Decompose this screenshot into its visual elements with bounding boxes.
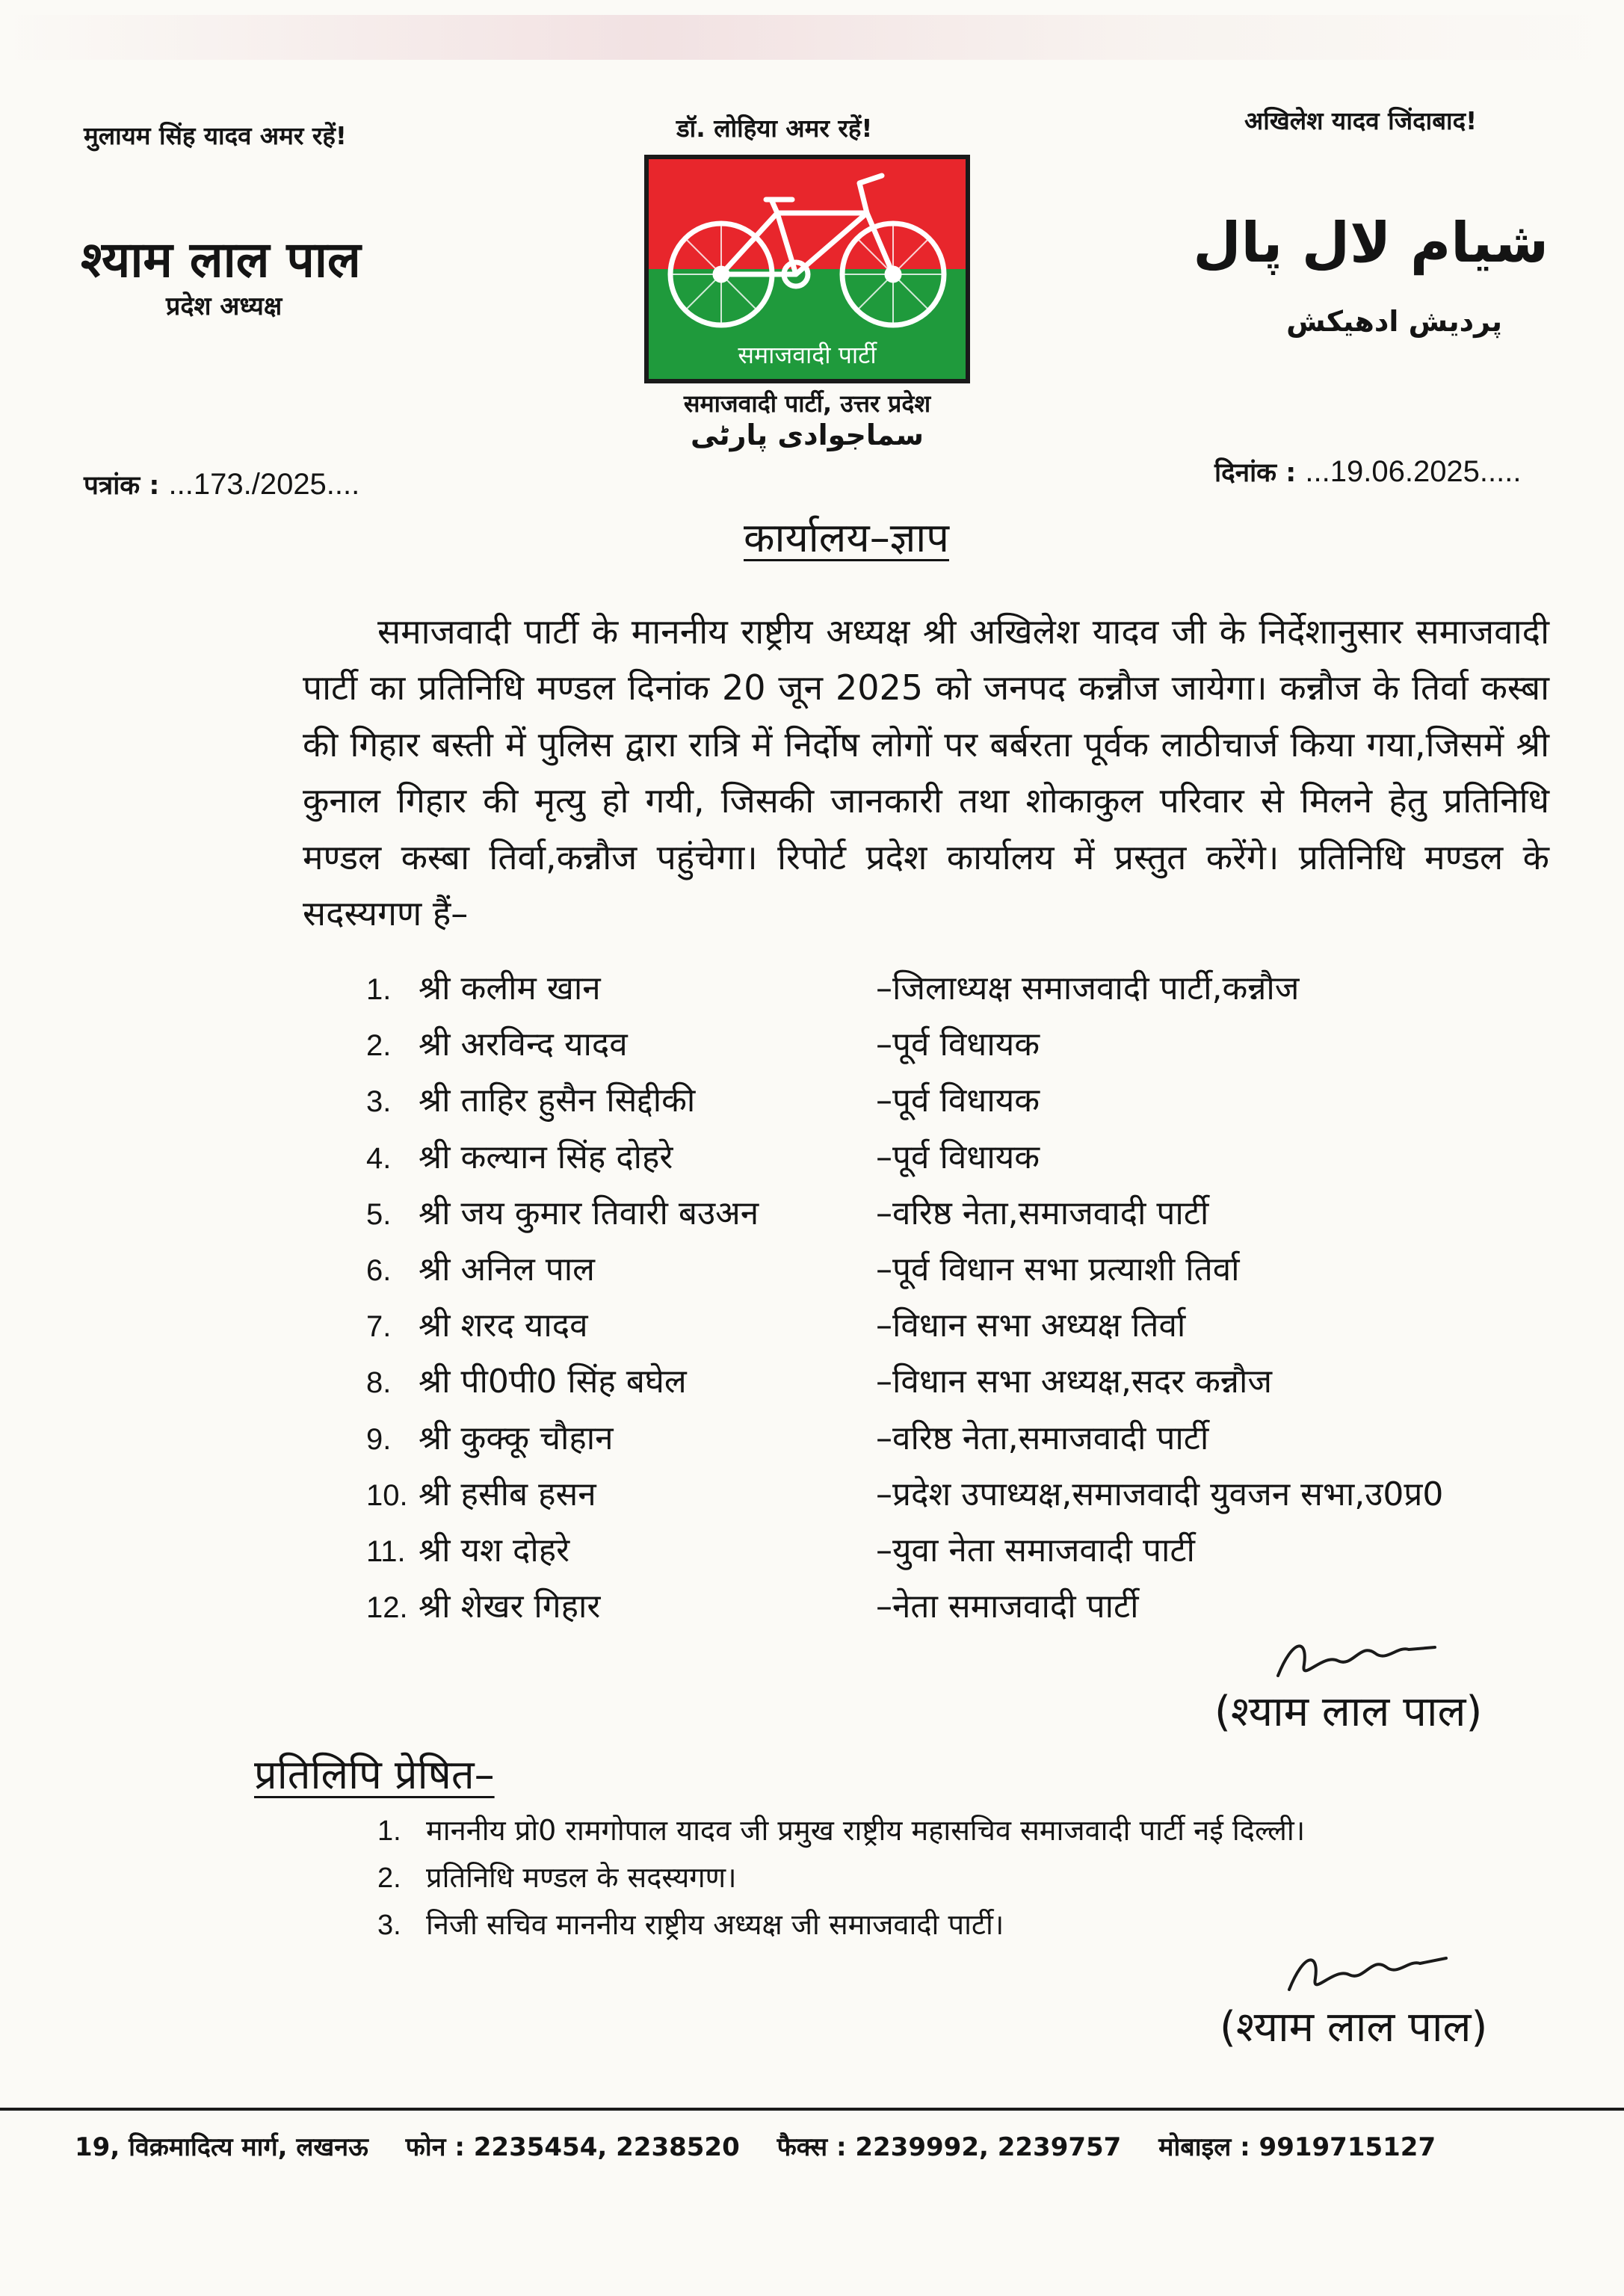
member-number: 5.	[366, 1197, 392, 1231]
member-row	[366, 1526, 1195, 1571]
cc-number: 2.	[377, 1863, 401, 1894]
member-role: –पूर्व विधायक	[876, 1025, 1040, 1064]
member-role: –प्रदेश उपाध्यक्ष,समाजवादी युवजन सभा,उ0प्र0	[876, 1475, 1444, 1513]
member-name: श्री यश दोहरे	[419, 1531, 570, 1570]
member-name: श्री हसीब हसन	[419, 1475, 596, 1513]
member-row	[366, 1245, 1240, 1290]
signature-name: (श्याम लाल पाल)	[1214, 1688, 1483, 1736]
member-role: –विधान सभा अध्यक्ष तिर्वा	[876, 1306, 1186, 1345]
cc-text: प्रतिनिधि मण्डल के सदस्यगण।	[426, 1861, 737, 1894]
party-logo	[643, 153, 972, 385]
dinank-value: ...19.06.2025.....	[1305, 455, 1522, 488]
post-urdu: پردیش ادھیکش	[1286, 305, 1502, 338]
member-number: 9.	[366, 1422, 392, 1456]
member-row	[366, 1357, 1273, 1402]
cc-heading: प्रतिलिपि प्रेषित–	[254, 1751, 495, 1798]
dinank-label: दिनांक :	[1214, 458, 1297, 488]
member-row	[366, 1470, 1444, 1515]
member-name: श्री शरद यादव	[419, 1306, 588, 1345]
member-name: श्री जय कुमार तिवारी बउअन	[419, 1194, 759, 1232]
slogan-right: अखिलेश यादव जिंदाबाद!	[1244, 106, 1478, 135]
name-urdu: شیام لال پال	[1193, 211, 1549, 275]
member-name: श्री कलीम खान	[419, 969, 601, 1007]
member-name: श्री कुक्कू चौहान	[419, 1419, 614, 1457]
member-number: 8.	[366, 1366, 392, 1400]
member-row	[366, 1582, 1139, 1627]
footer	[75, 2129, 1464, 2163]
body-text: समाजवादी पार्टी के माननीय राष्ट्रीय अध्यक्ष श्री अखिलेश यादव जी के निर्देशानुसार समाजवादी पार्टी का प्रतिनिधि मण्डल दिनांक 20 जून 2025 को जनपद कन्नौज जायेगा। कन्नौज के तिर्वा कस्बा की गिहार बस्ती में पुलिस द्वारा रात्रि में निर्दोष लोगों पर बर्बरता पूर्वक लाठीचार्ज किया गया,जिसमें श्री कुनाल गिहार की मृत्यु हो गयी, जिसकी जानकारी तथा शोकाकुल परिवार से मिलने हेतु प्रतिनिधि मण्डल कस्बा तिर्वा,कन्नौज पहुंचेगा। रिपोर्ट प्रदेश कार्यालय में प्रस्तुत करेंगे। प्रतिनिधि मण्डल के सदस्यगण हैं–	[303, 611, 1549, 934]
member-name: श्री अरविन्द यादव	[419, 1025, 628, 1064]
member-number: 12.	[366, 1591, 408, 1625]
cc-item	[377, 1904, 1004, 1943]
cc-item	[377, 1857, 737, 1896]
member-row	[366, 1189, 1209, 1234]
slogan-left: मुलायम सिंह यादव अमर रहें!	[84, 121, 347, 150]
body-paragraph	[303, 604, 1549, 942]
member-number: 4.	[366, 1141, 392, 1175]
footer-address: 19, विक्रमादित्य मार्ग, लखनऊ	[75, 2132, 368, 2162]
member-row	[366, 1301, 1186, 1346]
member-number: 6.	[366, 1254, 392, 1287]
footer-phone: फोन : 2235454, 2238520	[405, 2132, 740, 2162]
member-role: –नेता समाजवादी पार्टी	[876, 1587, 1139, 1626]
member-row	[366, 964, 1300, 1009]
member-role: –युवा नेता समाजवादी पार्टी	[876, 1531, 1195, 1570]
dinank	[1214, 454, 1522, 490]
cc-text: निजी सचिव माननीय राष्ट्रीय अध्यक्ष जी समाजवादी पार्टी।	[426, 1908, 1004, 1941]
member-name: श्री ताहिर हुसैन सिद्दीकी	[419, 1081, 696, 1120]
logo-caption-hindi: समाजवादी पार्टी, उत्तर प्रदेश	[683, 389, 931, 418]
member-number: 11.	[366, 1535, 406, 1568]
member-role: –विधान सभा अध्यक्ष,सदर कन्नौज	[876, 1363, 1273, 1401]
slogan-center: डॉ. लोहिया अमर रहें!	[676, 114, 873, 143]
member-number: 3.	[366, 1085, 392, 1119]
member-row	[366, 1133, 1040, 1178]
name-hindi: श्याम लाल पाल	[81, 231, 361, 288]
scan-artifact	[0, 15, 1624, 60]
member-role: –पूर्व विधायक	[876, 1081, 1040, 1120]
cc-number: 1.	[377, 1815, 401, 1847]
member-row	[366, 1414, 1209, 1459]
member-role: –वरिष्ठ नेता,समाजवादी पार्टी	[876, 1194, 1209, 1232]
patrank	[84, 467, 359, 502]
patrank-value: ...173./2025....	[168, 468, 360, 501]
member-row	[366, 1020, 1040, 1065]
footer-divider	[0, 2108, 1624, 2111]
cc-item	[377, 1810, 1305, 1849]
member-role: –पूर्व विधायक	[876, 1138, 1040, 1176]
member-number: 2.	[366, 1029, 392, 1063]
document-title: कार्यालय–ज्ञाप	[744, 514, 949, 561]
cc-text: माननीय प्रो0 रामगोपाल यादव जी प्रमुख राष्ट्रीय महासचिव समाजवादी पार्टी नई दिल्ली।	[426, 1814, 1306, 1847]
member-number: 10.	[366, 1478, 408, 1512]
member-number: 1.	[366, 973, 392, 1006]
member-name: श्री कल्यान सिंह दोहरे	[419, 1138, 673, 1176]
member-name: श्री अनिल पाल	[419, 1250, 596, 1289]
member-name: श्री शेखर गिहार	[419, 1587, 601, 1626]
member-row	[366, 1076, 1040, 1121]
member-role: –जिलाध्यक्ष समाजवादी पार्टी,कन्नौज	[876, 969, 1300, 1007]
footer-mobile: मोबाइल : 9919715127	[1158, 2132, 1436, 2162]
logo-caption-urdu: سماجوادی پارٹی	[690, 419, 924, 451]
signature-name-2: (श्याम लाल पाल)	[1220, 2003, 1488, 2052]
cc-number: 3.	[377, 1910, 401, 1941]
member-name: श्री पी0पी0 सिंह बघेल	[419, 1363, 687, 1401]
member-number: 7.	[366, 1310, 392, 1344]
member-role: –पूर्व विधान सभा प्रत्याशी तिर्वा	[876, 1250, 1240, 1289]
footer-fax: फैक्स : 2239992, 2239757	[777, 2132, 1122, 2162]
patrank-label: पत्रांक :	[84, 471, 160, 501]
post-hindi: प्रदेश अध्यक्ष	[166, 291, 282, 321]
flag-label: समाजवादी पार्टी	[738, 341, 877, 369]
member-role: –वरिष्ठ नेता,समाजवादी पार्टी	[876, 1419, 1209, 1457]
